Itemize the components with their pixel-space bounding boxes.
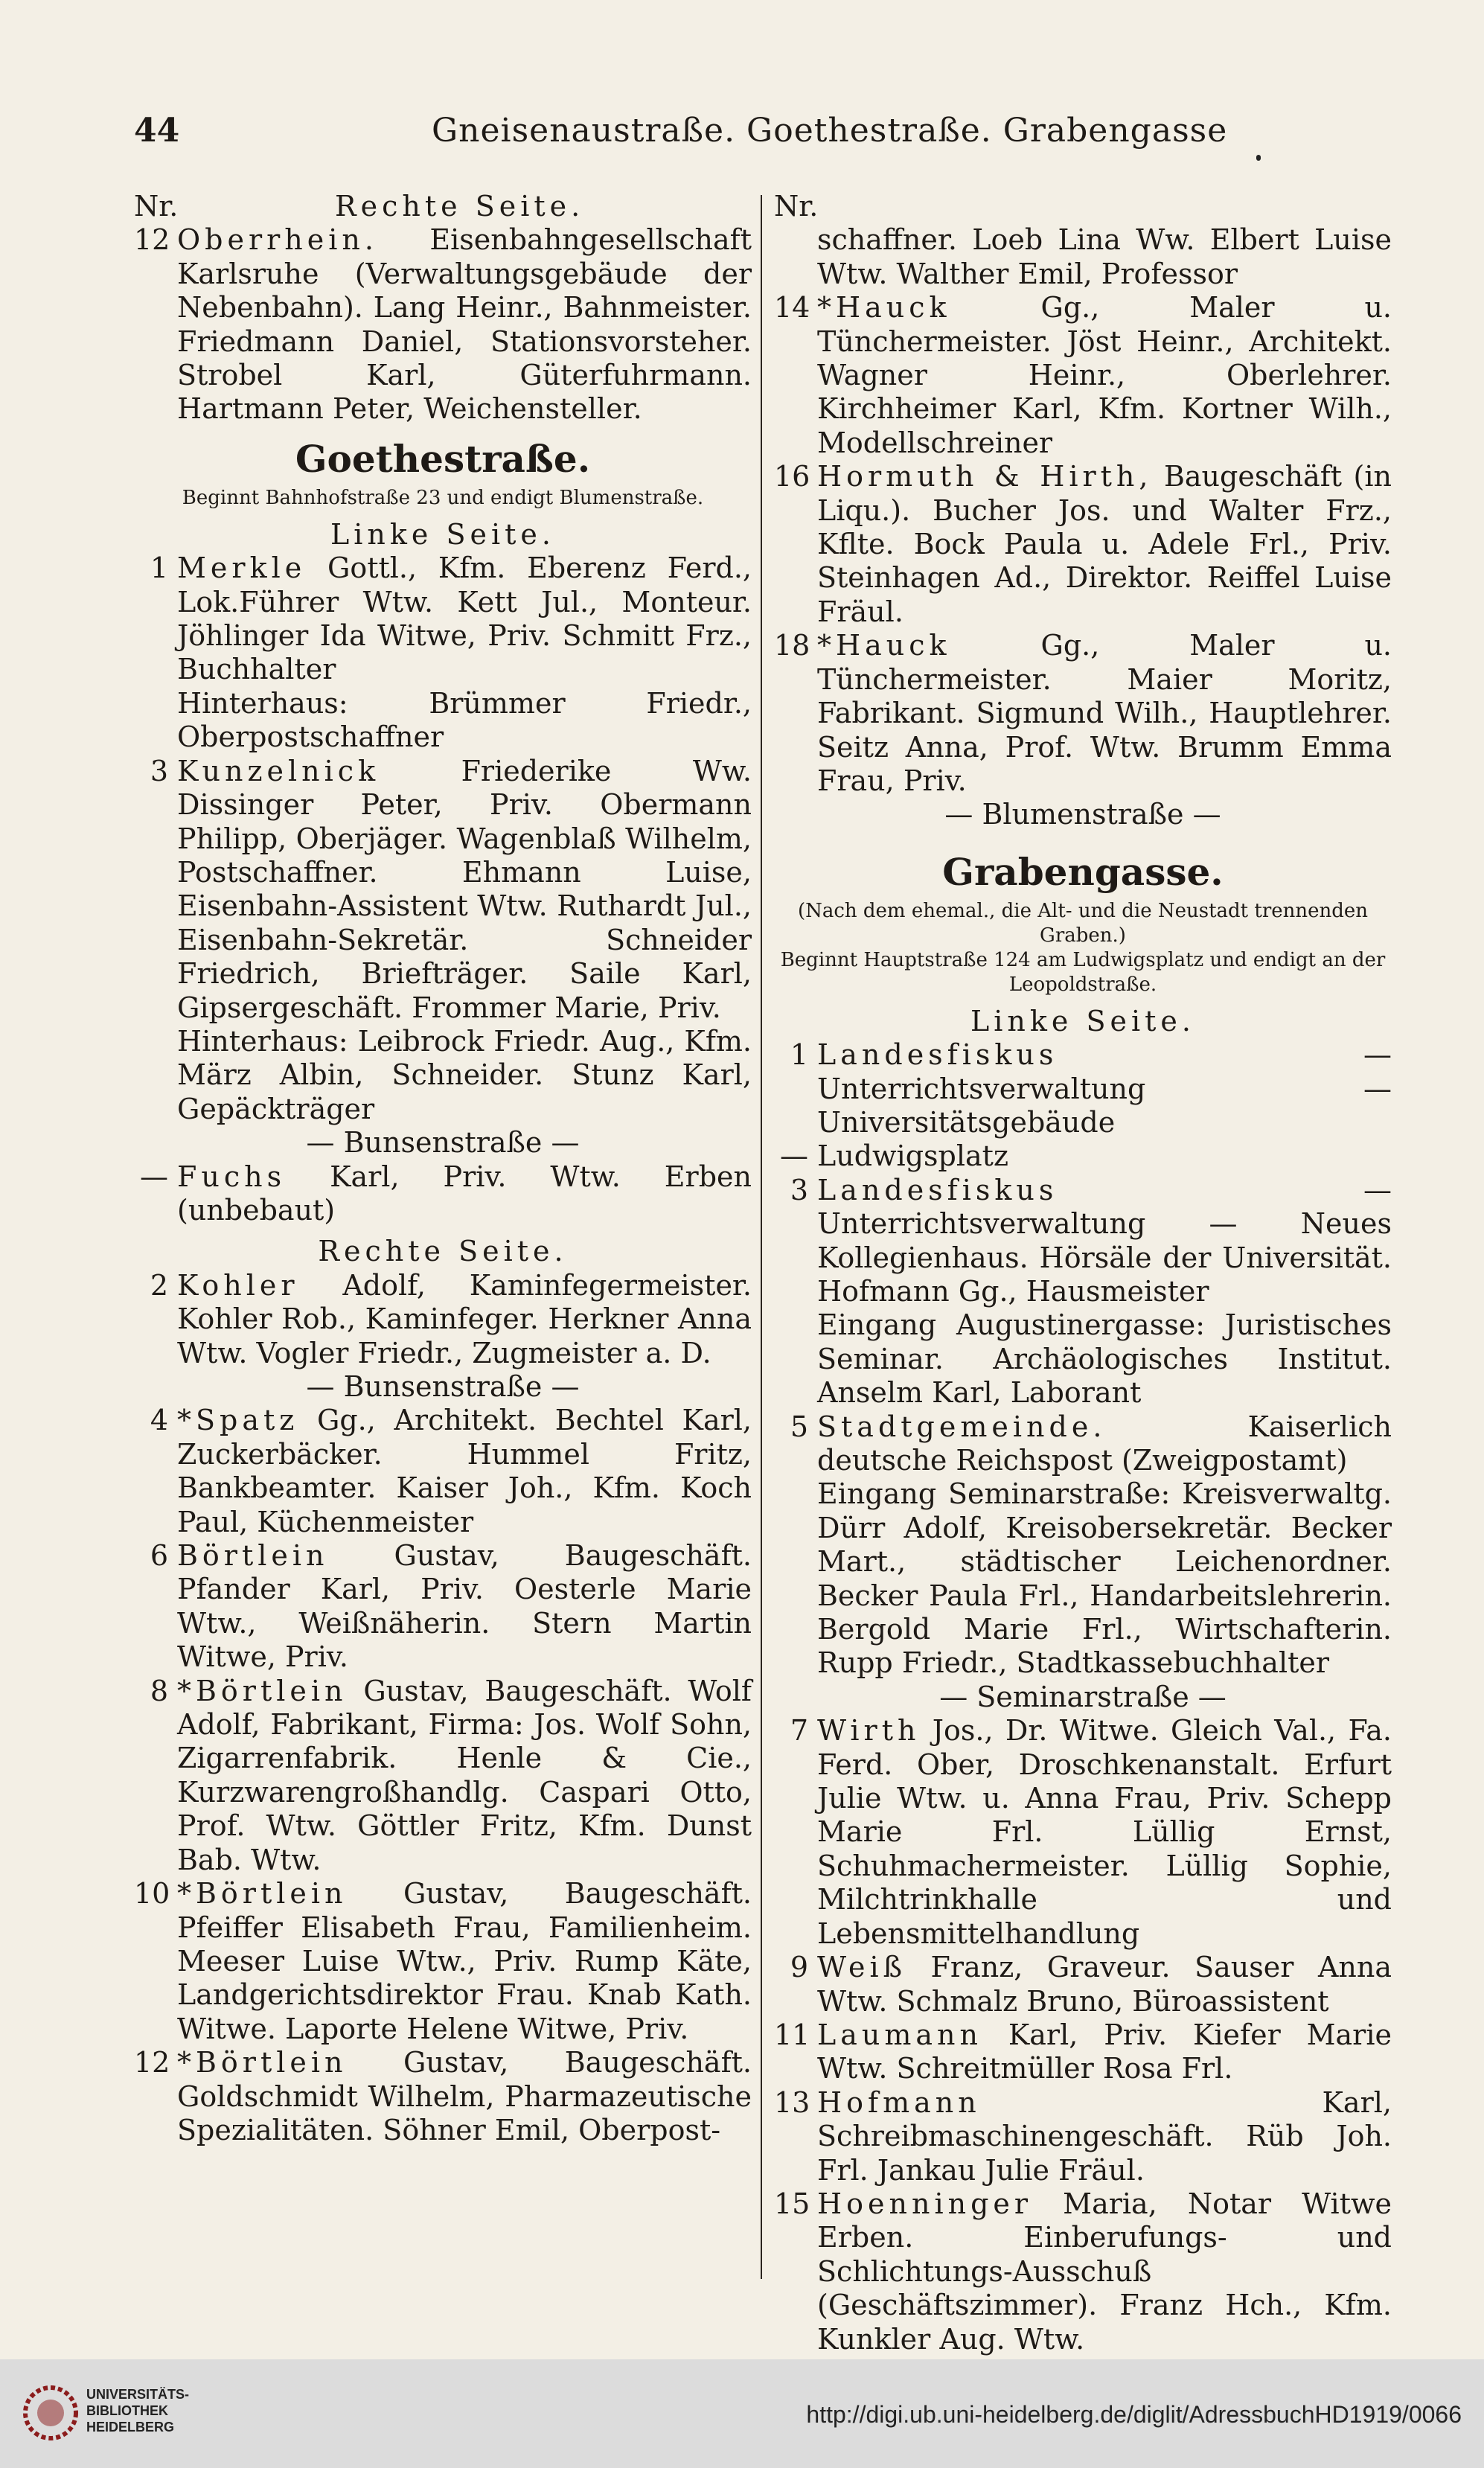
- right-column: [774, 190, 1392, 2356]
- grabengasse-entries: [774, 1038, 1392, 1681]
- residents: Kaiserlich deutsche Reichspost (Zweigpostamt): [817, 1410, 1392, 1477]
- residents: Baugeschäft (in Liqu.). Bucher Jos. und Walter Frz., Kflte. Bock Paula u. Adele Frl., Priv. Steinhagen Ad., Direktor. Reiffel Luise Fräul.: [817, 460, 1392, 628]
- owner-name: *Börtlein: [177, 1877, 348, 1911]
- residents: Adolf, Kaminfegermeister. Kohler Rob., Kaminfeger. Herkner Anna Wtw. Vogler Friedr., Zugmeister a. D.: [177, 1268, 752, 1369]
- address-entry: [774, 1038, 1392, 1139]
- library-logo-text: [86, 2386, 189, 2435]
- entry-text: [177, 1025, 752, 1126]
- entry-text: [177, 687, 752, 755]
- street-note-goethestrasse: Beginnt Bahnhofstraße 23 und endigt Blumenstraße.: [182, 486, 704, 509]
- street-note-grabengasse-2: Beginnt Hauptstraße 124 am Ludwigsplatz und endigt an der Leopoldstraße.: [780, 948, 1386, 996]
- house-number: 1: [150, 552, 168, 585]
- house-number: 9: [790, 1951, 808, 1984]
- page-number: 44: [134, 112, 180, 150]
- residents: Karl, Schreibmaschinengeschäft. Rüb Joh. Frl. Jankau Julie Fräul.: [817, 2085, 1392, 2187]
- address-entry: [774, 1308, 1392, 1410]
- house-number: 1: [790, 1038, 808, 1072]
- residents: — Unterrichtsverwaltung — Neues Kollegienhaus. Hörsäle der Universität. Hofmann Gg., Hausmeister: [817, 1173, 1392, 1308]
- entry-text: [817, 460, 1392, 629]
- address-entry: [134, 1404, 752, 1539]
- cross-street-bunsen-2: — Bunsenstraße —: [306, 1370, 580, 1403]
- address-entry: [134, 1269, 752, 1370]
- continuation-text: schaffner. Loeb Lina Ww. Elbert Luise Wtw. Walther Emil, Professor: [817, 223, 1392, 290]
- address-entry: [774, 291, 1392, 460]
- university-seal-icon: [21, 2383, 80, 2443]
- address-entry: [134, 552, 752, 687]
- address-entry: [774, 1174, 1392, 1309]
- residents: Jos., Dr. Witwe. Gleich Val., Fa. Ferd. Ober, Droschkenanstalt. Erfurt Julie Wtw. u. Anna Frau, Priv. Schepp Marie Frl. Lüllig Ernst, Schuhmachermeister. Lüllig Sophie, Milchtrinkhalle und Lebensmittelhandlung: [817, 1714, 1392, 1950]
- running-title: Gneisenaustraße. Goethestraße. Grabengasse: [432, 112, 1228, 150]
- owner-name: *Hauck: [817, 291, 951, 325]
- col-header-nr: Nr.: [134, 190, 179, 223]
- address-entry: [134, 1877, 752, 2046]
- house-number: 14: [774, 291, 810, 325]
- address-entry: [774, 1951, 1392, 2018]
- house-number: [134, 687, 177, 755]
- house-number: 12: [134, 2046, 170, 2079]
- address-entry: [134, 755, 752, 1025]
- house-number: —: [140, 1160, 168, 1193]
- address-entry: [774, 1139, 1392, 1173]
- residents: Hinterhaus: Brümmer Friedr., Oberpostschaffner: [177, 686, 752, 754]
- owner-name: *Börtlein: [177, 1674, 348, 1707]
- side-heading-rechte: Rechte Seite.: [318, 1235, 568, 1268]
- col-header-side: Rechte Seite.: [335, 190, 585, 223]
- logo-line-3: HEIDELBERG: [86, 2420, 175, 2435]
- entry-text: [817, 629, 1392, 798]
- owner-name: Landesfiskus: [817, 1038, 1058, 1072]
- logo-line-2: BIBLIOTHEK: [86, 2403, 168, 2418]
- address-entry: [134, 2046, 752, 2147]
- house-number: 15: [774, 2187, 810, 2220]
- address-entry: [774, 1477, 1392, 1680]
- entry-text: [817, 2086, 1392, 2187]
- residents: Gustav, Baugeschäft. Pfeiffer Elisabeth Frau, Familienheim. Meeser Luise Wtw., Priv. Rump Käte, Landgerichtsdirektor Frau. Knab Kath. Witwe. Laporte Helene Witwe, Priv.: [177, 1877, 752, 2045]
- goethe-rechte-entries-a: [134, 1269, 752, 1370]
- owner-name: Stadtgemeinde.: [817, 1410, 1107, 1443]
- residents: Karl, Priv. Wtw. Erben (unbebaut): [177, 1160, 752, 1227]
- entry-text: [817, 1714, 1392, 1951]
- entry-text: [177, 755, 752, 1025]
- address-entry: [774, 2086, 1392, 2187]
- owner-name: Börtlein: [177, 1539, 329, 1573]
- entry-text: [177, 1877, 752, 2046]
- page-header: [134, 112, 1372, 164]
- house-number: 2: [150, 1268, 168, 1302]
- owner-name: Hormuth & Hirth,: [817, 460, 1153, 493]
- goethe-linke-entries: [134, 552, 752, 1126]
- house-number: 12: [134, 223, 170, 257]
- owner-name: Laumann: [817, 2018, 982, 2051]
- street-note-grabengasse-1: (Nach dem ehemal., die Alt- und die Neustadt trennenden Graben.): [797, 899, 1369, 947]
- right-entries-a: [774, 291, 1392, 798]
- house-number: [774, 1308, 817, 1410]
- residents: Karl, Priv. Kiefer Marie Wtw. Schreitmüller Rosa Frl.: [817, 2018, 1392, 2085]
- address-entry: [774, 1410, 1392, 1478]
- owner-name: Fuchs: [177, 1160, 287, 1193]
- residents: Gg., Maler u. Tünchermeister. Jöst Heinr., Architekt. Wagner Heinr., Oberlehrer. Kirchheimer Karl, Kfm. Kortner Wilh., Modellschreiner: [817, 291, 1392, 459]
- library-footer: [0, 2359, 1484, 2468]
- goethe-rechte-entries-b: [134, 1404, 752, 2147]
- entry-text: [177, 223, 752, 426]
- entry-text: [817, 1038, 1392, 1139]
- entry-text: [177, 2046, 752, 2147]
- owner-name: Landesfiskus: [817, 1173, 1058, 1206]
- entries-top: [134, 223, 752, 426]
- house-number: 8: [150, 1674, 168, 1707]
- cross-street-bunsen-1: — Bunsenstraße —: [306, 1126, 580, 1160]
- house-number: 13: [774, 2085, 810, 2119]
- owner-name: *Spatz: [177, 1404, 299, 1437]
- house-number: 6: [150, 1539, 168, 1573]
- house-number: 3: [150, 754, 168, 787]
- print-speck: [1256, 155, 1261, 161]
- address-entry: [134, 1675, 752, 1877]
- house-number: 3: [790, 1173, 808, 1206]
- entry-text: [817, 1477, 1392, 1680]
- entry-text: [817, 1951, 1392, 2018]
- address-entry: [774, 1714, 1392, 1951]
- address-entry: [774, 460, 1392, 629]
- residents: Gg., Architekt. Bechtel Karl, Zuckerbäcker. Hummel Fritz, Bankbeamter. Kaiser Joh., Kfm. Koch Paul, Küchenmeister: [177, 1404, 752, 1538]
- street-title-grabengasse: Grabengasse.: [942, 849, 1224, 894]
- owner-name: Wirth: [817, 1714, 921, 1748]
- residents: Hinterhaus: Leibrock Friedr. Aug., Kfm. März Albin, Schneider. Stunz Karl, Gepäckträger: [177, 1024, 752, 1125]
- source-url[interactable]: http://digi.ub.uni-heidelberg.de/diglit/AdressbuchHD1919/0066: [806, 2401, 1462, 2428]
- residents: Gg., Maler u. Tünchermeister. Maier Moritz, Fabrikant. Sigmund Wilh., Hauptlehrer. Seitz Anna, Prof. Wtw. Brumm Emma Frau, Priv.: [817, 629, 1392, 797]
- address-entry: [134, 1025, 752, 1126]
- entry-text: [177, 1539, 752, 1675]
- entry-text: [177, 1160, 752, 1228]
- side-heading-linke-grabengasse: Linke Seite.: [970, 1004, 1195, 1038]
- house-number: —: [780, 1139, 808, 1173]
- address-entry: [134, 1539, 752, 1675]
- house-number: 5: [790, 1410, 808, 1443]
- house-number: [134, 1025, 177, 1126]
- entry-text: [817, 291, 1392, 460]
- address-entry: [774, 629, 1392, 798]
- entry-text: [177, 1269, 752, 1370]
- entry-text: [177, 552, 752, 687]
- residents: Franz, Graveur. Sauser Anna Wtw. Schmalz Bruno, Büroassistent: [817, 1951, 1392, 2018]
- address-entry: [774, 2187, 1392, 2356]
- entry-text: [817, 1174, 1392, 1309]
- house-number: 18: [774, 629, 810, 662]
- residents: Ludwigsplatz: [817, 1139, 1008, 1173]
- house-number: 10: [134, 1877, 170, 1911]
- side-heading-linke: Linke Seite.: [330, 517, 555, 551]
- grabengasse-entries-b: [774, 1714, 1392, 2356]
- house-number: 4: [150, 1404, 168, 1437]
- col-header-nr-right: Nr.: [774, 190, 819, 223]
- owner-name: Merkle: [177, 552, 307, 585]
- house-number: 11: [774, 2018, 810, 2051]
- column-divider: [761, 195, 762, 2279]
- entry-text: [817, 2187, 1392, 2356]
- residents: Friederike Ww. Dissinger Peter, Priv. Obermann Philipp, Oberjäger. Wagenblaß Wilhelm, Postschaffner. Ehmann Luise, Eisenbahn-Assistent Wtw. Ruthardt Jul., Eisenbahn-Sekretär. Schneider Friedrich, Briefträger. Saile Karl, Gipsergeschäft. Frommer Marie, Priv.: [177, 754, 752, 1024]
- residents: Gottl., Kfm. Eberenz Ferd., Lok.Führer Wtw. Kett Jul., Monteur. Jöhlinger Ida Witwe, Priv. Schmitt Frz., Buchhalter: [177, 552, 752, 686]
- residents: Gustav, Baugeschäft. Wolf Adolf, Fabrikant, Firma: Jos. Wolf Sohn, Zigarrenfabrik. Henle & Cie., Kurzwarengroßhandlg. Caspari Otto, Prof. Wtw. Göttler Fritz, Kfm. Dunst Bab. Wtw.: [177, 1674, 752, 1876]
- entry-text: [817, 1308, 1392, 1410]
- street-title-goethestrasse: Goethestraße.: [295, 436, 591, 481]
- logo-line-1: UNIVERSITÄTS-: [86, 2387, 190, 2402]
- address-entry: [134, 687, 752, 755]
- owner-name: Oberrhein.: [177, 223, 378, 257]
- house-number: 16: [774, 460, 810, 493]
- entry-text: [817, 2018, 1392, 2086]
- residents: Gustav, Baugeschäft. Pfander Karl, Priv. Oesterle Marie Wtw., Weißnäherin. Stern Martin Witwe, Priv.: [177, 1539, 752, 1674]
- residents: Eingang Seminarstraße: Kreisverwaltg. Dürr Adolf, Kreisobersekretär. Becker Mart., städtischer Leichenordner. Becker Paula Frl., Handarbeitslehrerin. Bergold Marie Frl., Wirtschafterin. Rupp Friedr., Stadtkassebuchhalter: [817, 1477, 1392, 1680]
- entry-text: [817, 1139, 1392, 1173]
- goethe-fuchs-entry: [134, 1160, 752, 1228]
- address-entry: [774, 2018, 1392, 2086]
- owner-name: *Hauck: [817, 629, 951, 662]
- owner-name: Hoenninger: [817, 2187, 1033, 2220]
- owner-name: Weiß: [817, 1951, 906, 1984]
- residents: Gustav, Baugeschäft. Goldschmidt Wilhelm, Pharmazeutische Spezialitäten. Söhner Emil, Oberpost-: [177, 2046, 752, 2146]
- house-number: [774, 1477, 817, 1680]
- residents: — Unterrichtsverwaltung — Universitätsgebäude: [817, 1038, 1392, 1139]
- entry-text: [817, 1410, 1392, 1478]
- entry-text: [177, 1675, 752, 1877]
- cross-street-blumen: — Blumenstraße —: [944, 798, 1221, 831]
- house-number: 7: [790, 1714, 808, 1748]
- column-header-right: [774, 190, 1392, 223]
- owner-name: Kohler: [177, 1268, 299, 1302]
- residents: Eisenbahngesellschaft Karlsruhe (Verwaltungsgebäude der Nebenbahn). Lang Heinr., Bahnmeister. Friedmann Daniel, Stationsvorsteher. Strobel Karl, Güterfuhrmann. Hartmann Peter, Weichensteller.: [177, 223, 752, 426]
- owner-name: *Börtlein: [177, 2046, 348, 2079]
- cross-street-seminar: — Seminarstraße —: [939, 1680, 1226, 1713]
- residents: Maria, Notar Witwe Erben. Einberufungs- und Schlichtungs-Ausschuß (Geschäftszimmer). Franz Hch., Kfm. Kunkler Aug. Wtw.: [817, 2187, 1392, 2356]
- address-entry: [134, 223, 752, 426]
- left-column: [134, 190, 752, 2296]
- column-header: [134, 190, 752, 223]
- entry-text: [177, 1404, 752, 1539]
- address-entry: [134, 1160, 752, 1228]
- owner-name: Hofmann: [817, 2085, 981, 2119]
- residents: Eingang Augustinergasse: Juristisches Seminar. Archäologisches Institut. Anselm Karl, Laborant: [817, 1308, 1392, 1410]
- owner-name: Kunzelnick: [177, 754, 380, 787]
